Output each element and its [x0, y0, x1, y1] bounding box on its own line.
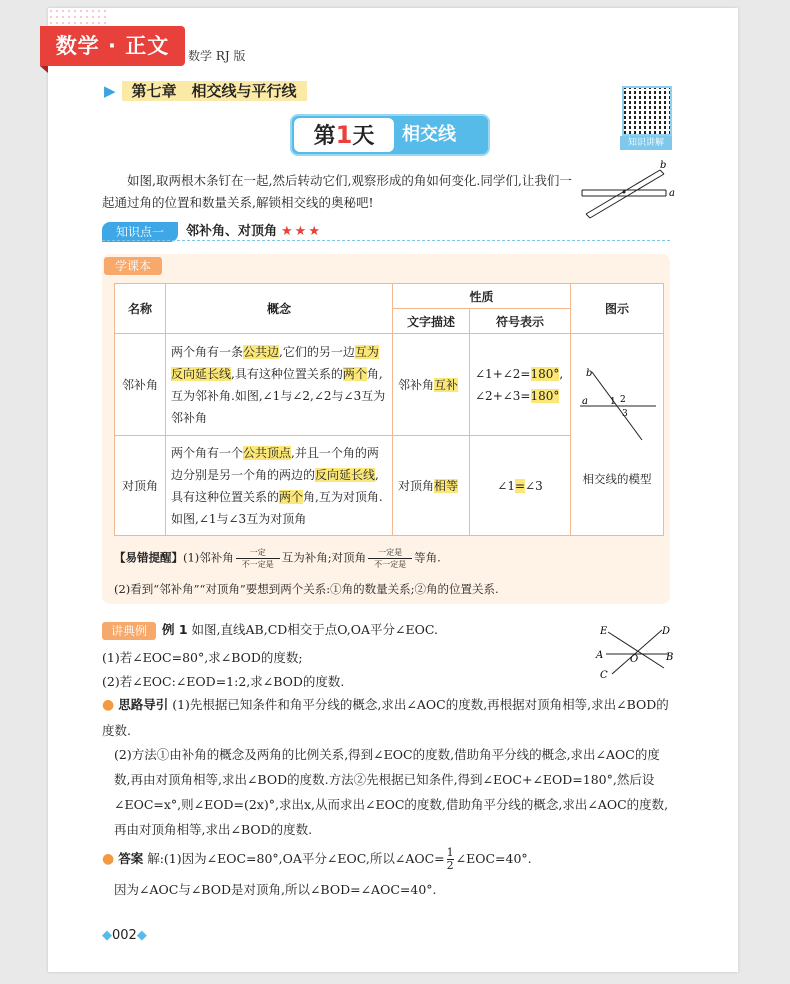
concept-highlight: 公共顶点 [243, 445, 292, 460]
guide-1-text: (1)先根据已知条件和角平分线的概念,求出∠AOC的度数,再根据对顶角相等,求出∠BOD的度数. [102, 697, 669, 738]
day-banner [290, 114, 490, 156]
header-concept: 概念 [166, 284, 393, 334]
study-tag: 学课本 [104, 257, 162, 275]
text-desc-highlight: 互补 [434, 378, 459, 392]
example-number: 例 1 [162, 622, 188, 637]
chapter-heading [104, 80, 307, 101]
day-title: 相交线 [402, 124, 456, 145]
concept-text: ,它们的另一边 [279, 344, 355, 359]
cond-top: 一定是 [378, 548, 403, 557]
row-name: 邻补角 [115, 334, 166, 436]
diamond-icon: ◆ [136, 928, 147, 943]
row-symbol: ∠1+∠2=180°, ∠2+∠3=180° [470, 334, 571, 436]
concept-text: 角,互为邻补角.如图,∠1与∠2,∠2与∠3互为邻补角 [171, 366, 386, 425]
error-reminder [114, 548, 441, 569]
label-a: a [582, 396, 588, 407]
text-desc: 对顶角 [398, 479, 435, 493]
cond-top: 一定 [249, 548, 266, 557]
frac-num: 1 [446, 846, 454, 859]
label-C: C [600, 670, 608, 681]
cond-bottom: 不一定是 [241, 560, 274, 569]
answer-label: 答案 [118, 851, 144, 866]
symbol-text: ∠3 [525, 478, 543, 493]
question-1: (1)若∠EOC=80°,求∠BOD的度数; [102, 650, 303, 665]
question-2: (2)若∠EOC:∠EOD=1:2,求∠BOD的度数. [102, 674, 345, 689]
row-figure [571, 334, 664, 536]
row-text-desc [393, 436, 470, 536]
day-number-box [294, 118, 394, 152]
intro-paragraph: 如图,取两根木条钉在一起,然后转动它们,观察形成的角如何变化.同学们,让我们一起通过角的位置和数量关系,解锁相交线的奥秘吧! [102, 173, 572, 210]
edition-label: 数学 RJ 版 [188, 49, 246, 63]
row-text-desc [393, 334, 470, 436]
label-B: B [666, 652, 674, 663]
example-title [162, 620, 438, 640]
concept-highlight: 两个 [342, 366, 367, 381]
label-O: O [630, 654, 639, 665]
concept-text: ,具有这种位置关系的 [231, 366, 343, 381]
knowledge-point-title [186, 222, 322, 242]
symbol-text: ∠2+∠3= [475, 388, 531, 403]
text-desc: 邻补角 [398, 378, 435, 392]
figure-caption: 相交线的模型 [582, 472, 652, 486]
series-tag: 数学 · 正文 [40, 26, 185, 66]
header-symbol: 符号表示 [470, 309, 571, 334]
text-desc-highlight: 相等 [434, 479, 459, 493]
qr-code[interactable] [622, 86, 672, 136]
day-number: 1 [335, 121, 353, 149]
example-figure [594, 620, 680, 682]
reminder-label: 【易错提醒】 [114, 550, 183, 565]
page-number-text: 002 [112, 928, 137, 943]
concept-table [114, 283, 664, 536]
frac-den: 2 [446, 859, 454, 872]
chapter-title: 第七章 相交线与平行线 [122, 81, 307, 101]
diamond-icon: ◆ [102, 928, 112, 943]
header-name: 名称 [115, 284, 166, 334]
row-concept [166, 436, 393, 536]
concept-highlight: 公共边 [243, 344, 280, 359]
series-tag-fold [40, 66, 48, 73]
label-E: E [600, 626, 608, 637]
intersecting-lines-figure [576, 364, 658, 464]
table-row [115, 334, 664, 436]
guide-1 [102, 692, 672, 743]
concept-text: 角,互为对顶角.如图,∠1与∠3互为对顶角 [171, 489, 383, 526]
header-figure: 图示 [571, 284, 664, 334]
bullet-icon: ● [102, 697, 115, 713]
wooden-sticks-figure [580, 160, 680, 220]
bullet-icon: ● [102, 851, 115, 867]
reminder-point-2: (2)看到“邻补角”“对顶角”要想到两个关系:①角的数量关系;②角的位置关系. [114, 582, 499, 596]
concept-text: ,并且一个角的两边分别是另一个角的两边的 [171, 445, 379, 482]
concept-highlight: 互为反向延长线 [171, 344, 379, 381]
label-D: D [662, 626, 671, 637]
header-property: 性质 [393, 284, 571, 309]
example-tag: 讲典例 [102, 622, 156, 640]
answer-1-pre: 解:(1)因为∠EOC=80°,OA平分∠EOC,所以∠AOC= [147, 851, 445, 866]
reminder-text: 等角. [414, 550, 441, 565]
symbol-highlight: 180° [530, 388, 560, 403]
triangle-arrow-icon: ▶ [104, 82, 116, 100]
row-symbol [470, 436, 571, 536]
label-a: a [669, 188, 675, 199]
concept-text: 两个角有一条 [171, 344, 244, 359]
cond-bottom: 不一定是 [374, 560, 407, 569]
row-concept [166, 334, 393, 436]
concept-highlight: 两个 [279, 489, 304, 504]
angle-1: 1 [610, 397, 616, 407]
label-b: b [660, 160, 667, 171]
arrow-condition [368, 548, 412, 569]
answer-1-post: ∠EOC=40°. [455, 851, 532, 866]
symbol-text: ∠1 [497, 478, 515, 493]
symbol-highlight: = [514, 478, 526, 493]
dashed-divider [102, 240, 670, 241]
knowledge-point-tag: 知识点一 [102, 222, 178, 242]
reminder-text: 互为补角;对顶角 [281, 550, 367, 565]
reminder-text: (1)邻补角 [183, 550, 234, 565]
arrow-condition [236, 548, 280, 569]
day-prefix: 第 [313, 124, 336, 149]
knowledge-point-title-text: 邻补角、对顶角 [186, 224, 278, 239]
guide-2: (2)方法①由补角的概念及两角的比例关系,得到∠EOC的度数,借助角平分线的概念,求出∠AOC的度数,再由对顶角相等,求出∠BOD的度数.方法②先根据已知条件,得到∠EOC+∠EOD=180°,然后设∠EOC=x°,则∠EOD=(2x)°,求出x,从而求出∠EOC的度数,借助角平分线的概念,求出∠AOC的度数,再由对顶角相等,求出∠BOD的度数. [114, 747, 669, 837]
concept-text: ,具有这种位置关系的 [171, 467, 379, 504]
label-b: b [586, 368, 593, 379]
star-rating-icon: ★★★ [281, 224, 322, 239]
symbol-highlight: 180° [530, 366, 560, 381]
example-title-text: 如图,直线AB,CD相交于点O,OA平分∠EOC. [191, 622, 438, 637]
day-suffix: 天 [352, 124, 375, 149]
angle-2: 2 [620, 395, 626, 405]
concept-highlight: 反向延长线 [315, 467, 376, 482]
angle-3: 3 [622, 409, 628, 419]
page-number [102, 928, 147, 943]
guide-label: 思路导引 [118, 697, 169, 712]
symbol-text: ∠1+∠2= [475, 366, 531, 381]
answer-1 [102, 846, 532, 872]
qr-label: 知识讲解 [620, 136, 672, 150]
concept-text: 两个角有一个 [171, 445, 244, 460]
row-name: 对顶角 [115, 436, 166, 536]
label-A: A [596, 650, 604, 661]
answer-2: 因为∠AOC与∠BOD是对顶角,所以∠BOD=∠AOC=40°. [114, 882, 437, 897]
header-text-desc: 文字描述 [393, 309, 470, 334]
fraction-half [447, 847, 454, 872]
